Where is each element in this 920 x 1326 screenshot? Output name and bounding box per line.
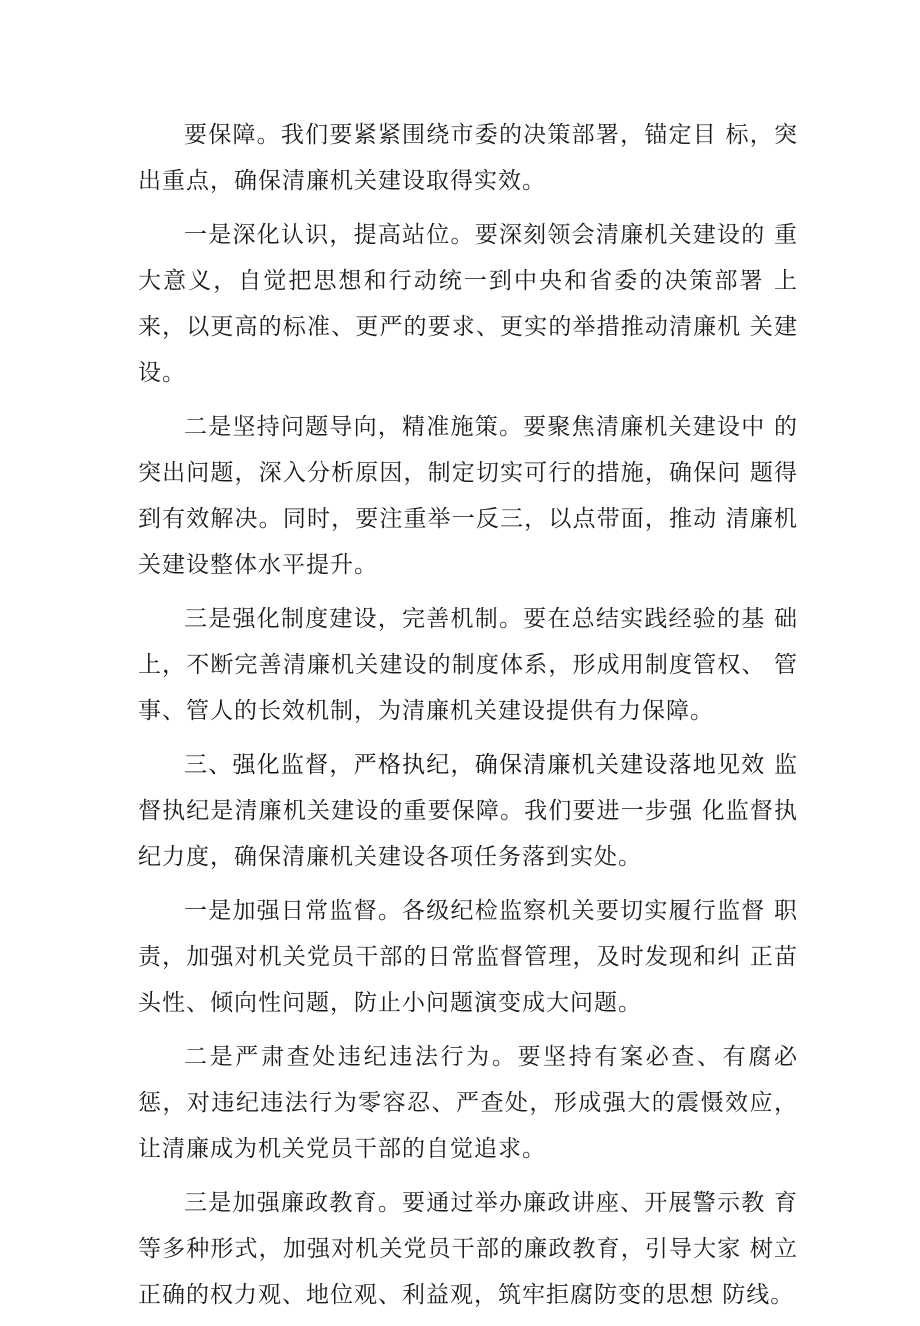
paragraph-text: 三是加强廉政教育。要通过举办廉政讲座、开展警示教 育等多种形式，加强对机关党员干部的廉政教育，引导大家 树立正确的权力观、地位观、利益观，筑牢拒腐防变的思想 防线。: [138, 1190, 798, 1308]
paragraph-text: 监督执纪是清廉机关建设的重要保障。我们要进一步强 化监督执纪力度，确保清廉机关建设各项任务落到实处。: [138, 752, 799, 870]
section-heading: 三、强化监督，严格执纪，确保清廉机关建设落地见效: [184, 752, 766, 778]
document-body: [138, 112, 798, 1326]
paragraph-intro: [138, 112, 798, 204]
paragraph-point-3: [138, 596, 798, 734]
paragraph-text: 要保障。我们要紧紧围绕市委的决策部署，锚定目 标，突出重点，确保清廉机关建设取得实效。: [138, 122, 798, 194]
paragraph-supervision-2: [138, 1034, 798, 1172]
paragraph-text: 二是坚持问题导向，精准施策。要聚焦清廉机关建设中 的突出问题，深入分析原因，制定切实可行的措施，确保问 题得到有效解决。同时，要注重举一反三，以点带面，推动 清廉机关建设整体水平提升。: [138, 414, 798, 578]
paragraph-text: 一是加强日常监督。各级纪检监察机关要切实履行监督 职责，加强对机关党员干部的日常监督管理，及时发现和纠 正苗头性、倾向性问题，防止小问题演变成大问题。: [138, 898, 798, 1016]
paragraph-supervision-3: [138, 1180, 798, 1318]
paragraph-text: 二是严肃查处违纪违法行为。要坚持有案必查、有腐必 惩，对违纪违法行为零容忍、严查处，形成强大的震慑效应， 让清廉成为机关党员干部的自觉追求。: [138, 1044, 798, 1162]
paragraph-text: 三是强化制度建设，完善机制。要在总结实践经验的基 础上，不断完善清廉机关建设的制度体系，形成用制度管权、 管事、管人的长效机制，为清廉机关建设提供有力保障。: [138, 606, 798, 724]
paragraph-point-2: [138, 404, 798, 588]
paragraph-text: 一是深化认识，提高站位。要深刻领会清廉机关建设的 重大意义，自觉把思想和行动统一到中央和省委的决策部署 上来，以更高的标准、更严的要求、更实的举措推动清廉机 关建设。: [138, 222, 798, 386]
paragraph-point-1: [138, 212, 798, 396]
paragraph-supervision-1: [138, 888, 798, 1026]
paragraph-section-three: [138, 742, 798, 880]
